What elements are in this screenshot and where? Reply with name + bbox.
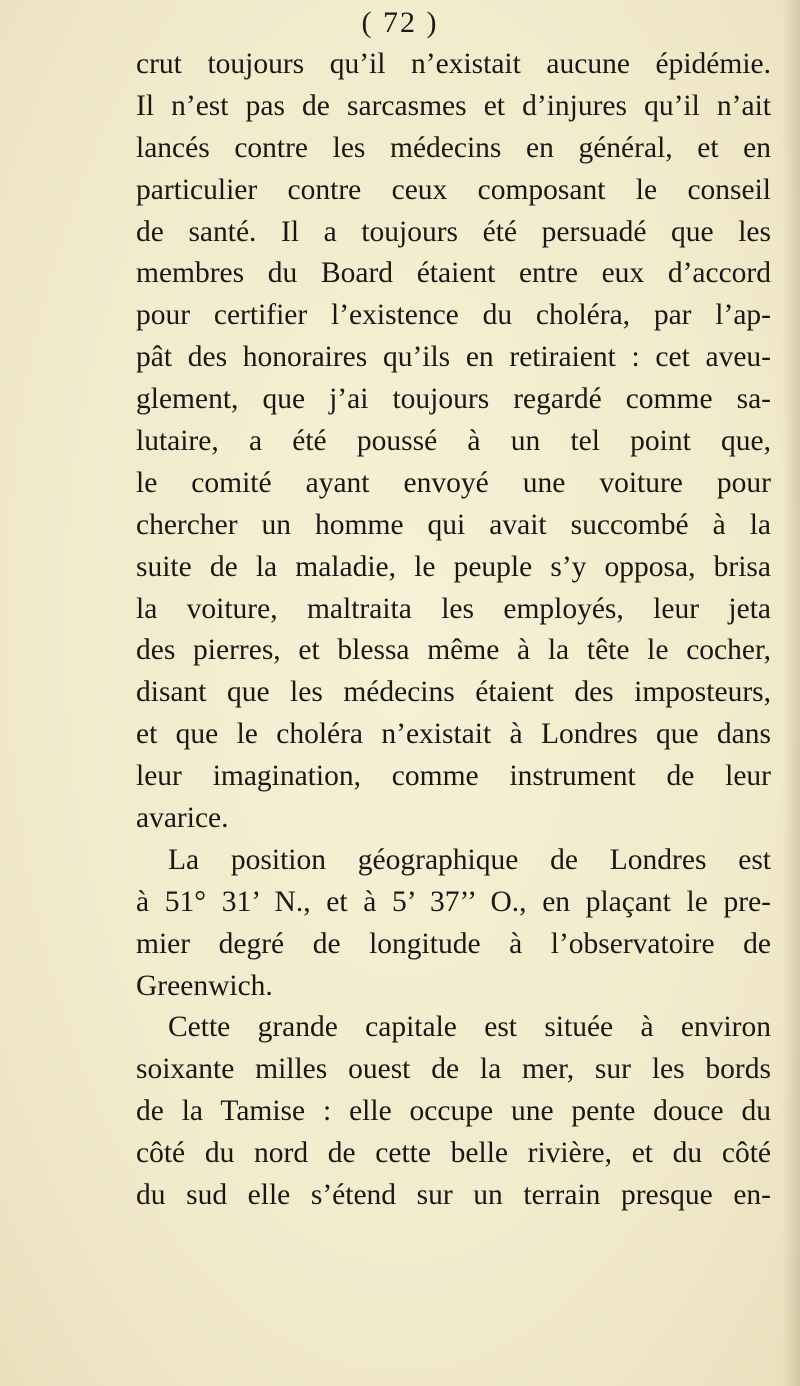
text-line: lancés contre les médecins en général, et en: [136, 131, 771, 164]
text-line: et que le choléra n’existait à Londres que dans: [136, 718, 771, 751]
text-line: suite de la maladie, le peuple s’y opposa, brisa: [136, 550, 771, 583]
text-line: pour certifier l’existence du choléra, par l’ap-: [136, 299, 771, 332]
text-line: pât des honoraires qu’ils en retiraient : cet aveu-: [136, 341, 771, 374]
text-line: membres du Board étaient entre eux d’accord: [136, 257, 771, 290]
text-line: chercher un homme qui avait succombé à la: [136, 508, 771, 541]
text-line: des pierres, et blessa même à la tête le cocher,: [136, 634, 771, 667]
text-line: de la Tamise : elle occupe une pente douce du: [136, 1095, 771, 1128]
page-number: ( 72 ): [361, 6, 439, 39]
text-line: côté du nord de cette belle rivière, et du côté: [136, 1137, 771, 1170]
text-line: Il n’est pas de sarcasmes et d’injures qu’il n’ait: [136, 89, 771, 122]
text-line: à 51° 31’ N., et à 5’ 37’’ O., en plaçant le pre-: [136, 885, 771, 918]
text-line: Greenwich.: [136, 969, 273, 1002]
page-edge-shadow: [782, 0, 800, 1386]
text-line: crut toujours qu’il n’existait aucune épidémie.: [136, 48, 771, 80]
text-line: glement, que j’ai toujours regardé comme sa-: [136, 383, 771, 416]
text-line: mier degré de longitude à l’observatoire de: [136, 927, 771, 960]
text-line: le comité ayant envoyé une voiture pour: [136, 466, 771, 499]
text-line: du sud elle s’étend sur un terrain presque en-: [136, 1179, 771, 1212]
text-line: avarice.: [136, 802, 229, 835]
text-line: lutaire, a été poussé à un tel point que,: [136, 425, 771, 458]
text-line: Cette grande capitale est située à environ: [168, 1011, 771, 1044]
text-line: de santé. Il a toujours été persuadé que les: [136, 215, 771, 248]
text-line: particulier contre ceux composant le conseil: [136, 173, 771, 206]
text-line: La position géographique de Londres est: [168, 843, 771, 876]
text-line: soixante milles ouest de la mer, sur les bords: [136, 1053, 771, 1086]
text-line: la voiture, maltraita les employés, leur jeta: [136, 592, 771, 625]
text-line: disant que les médecins étaient des imposteurs,: [136, 676, 771, 709]
body-text: [136, 44, 771, 1217]
text-line: leur imagination, comme instrument de leur: [136, 760, 771, 793]
